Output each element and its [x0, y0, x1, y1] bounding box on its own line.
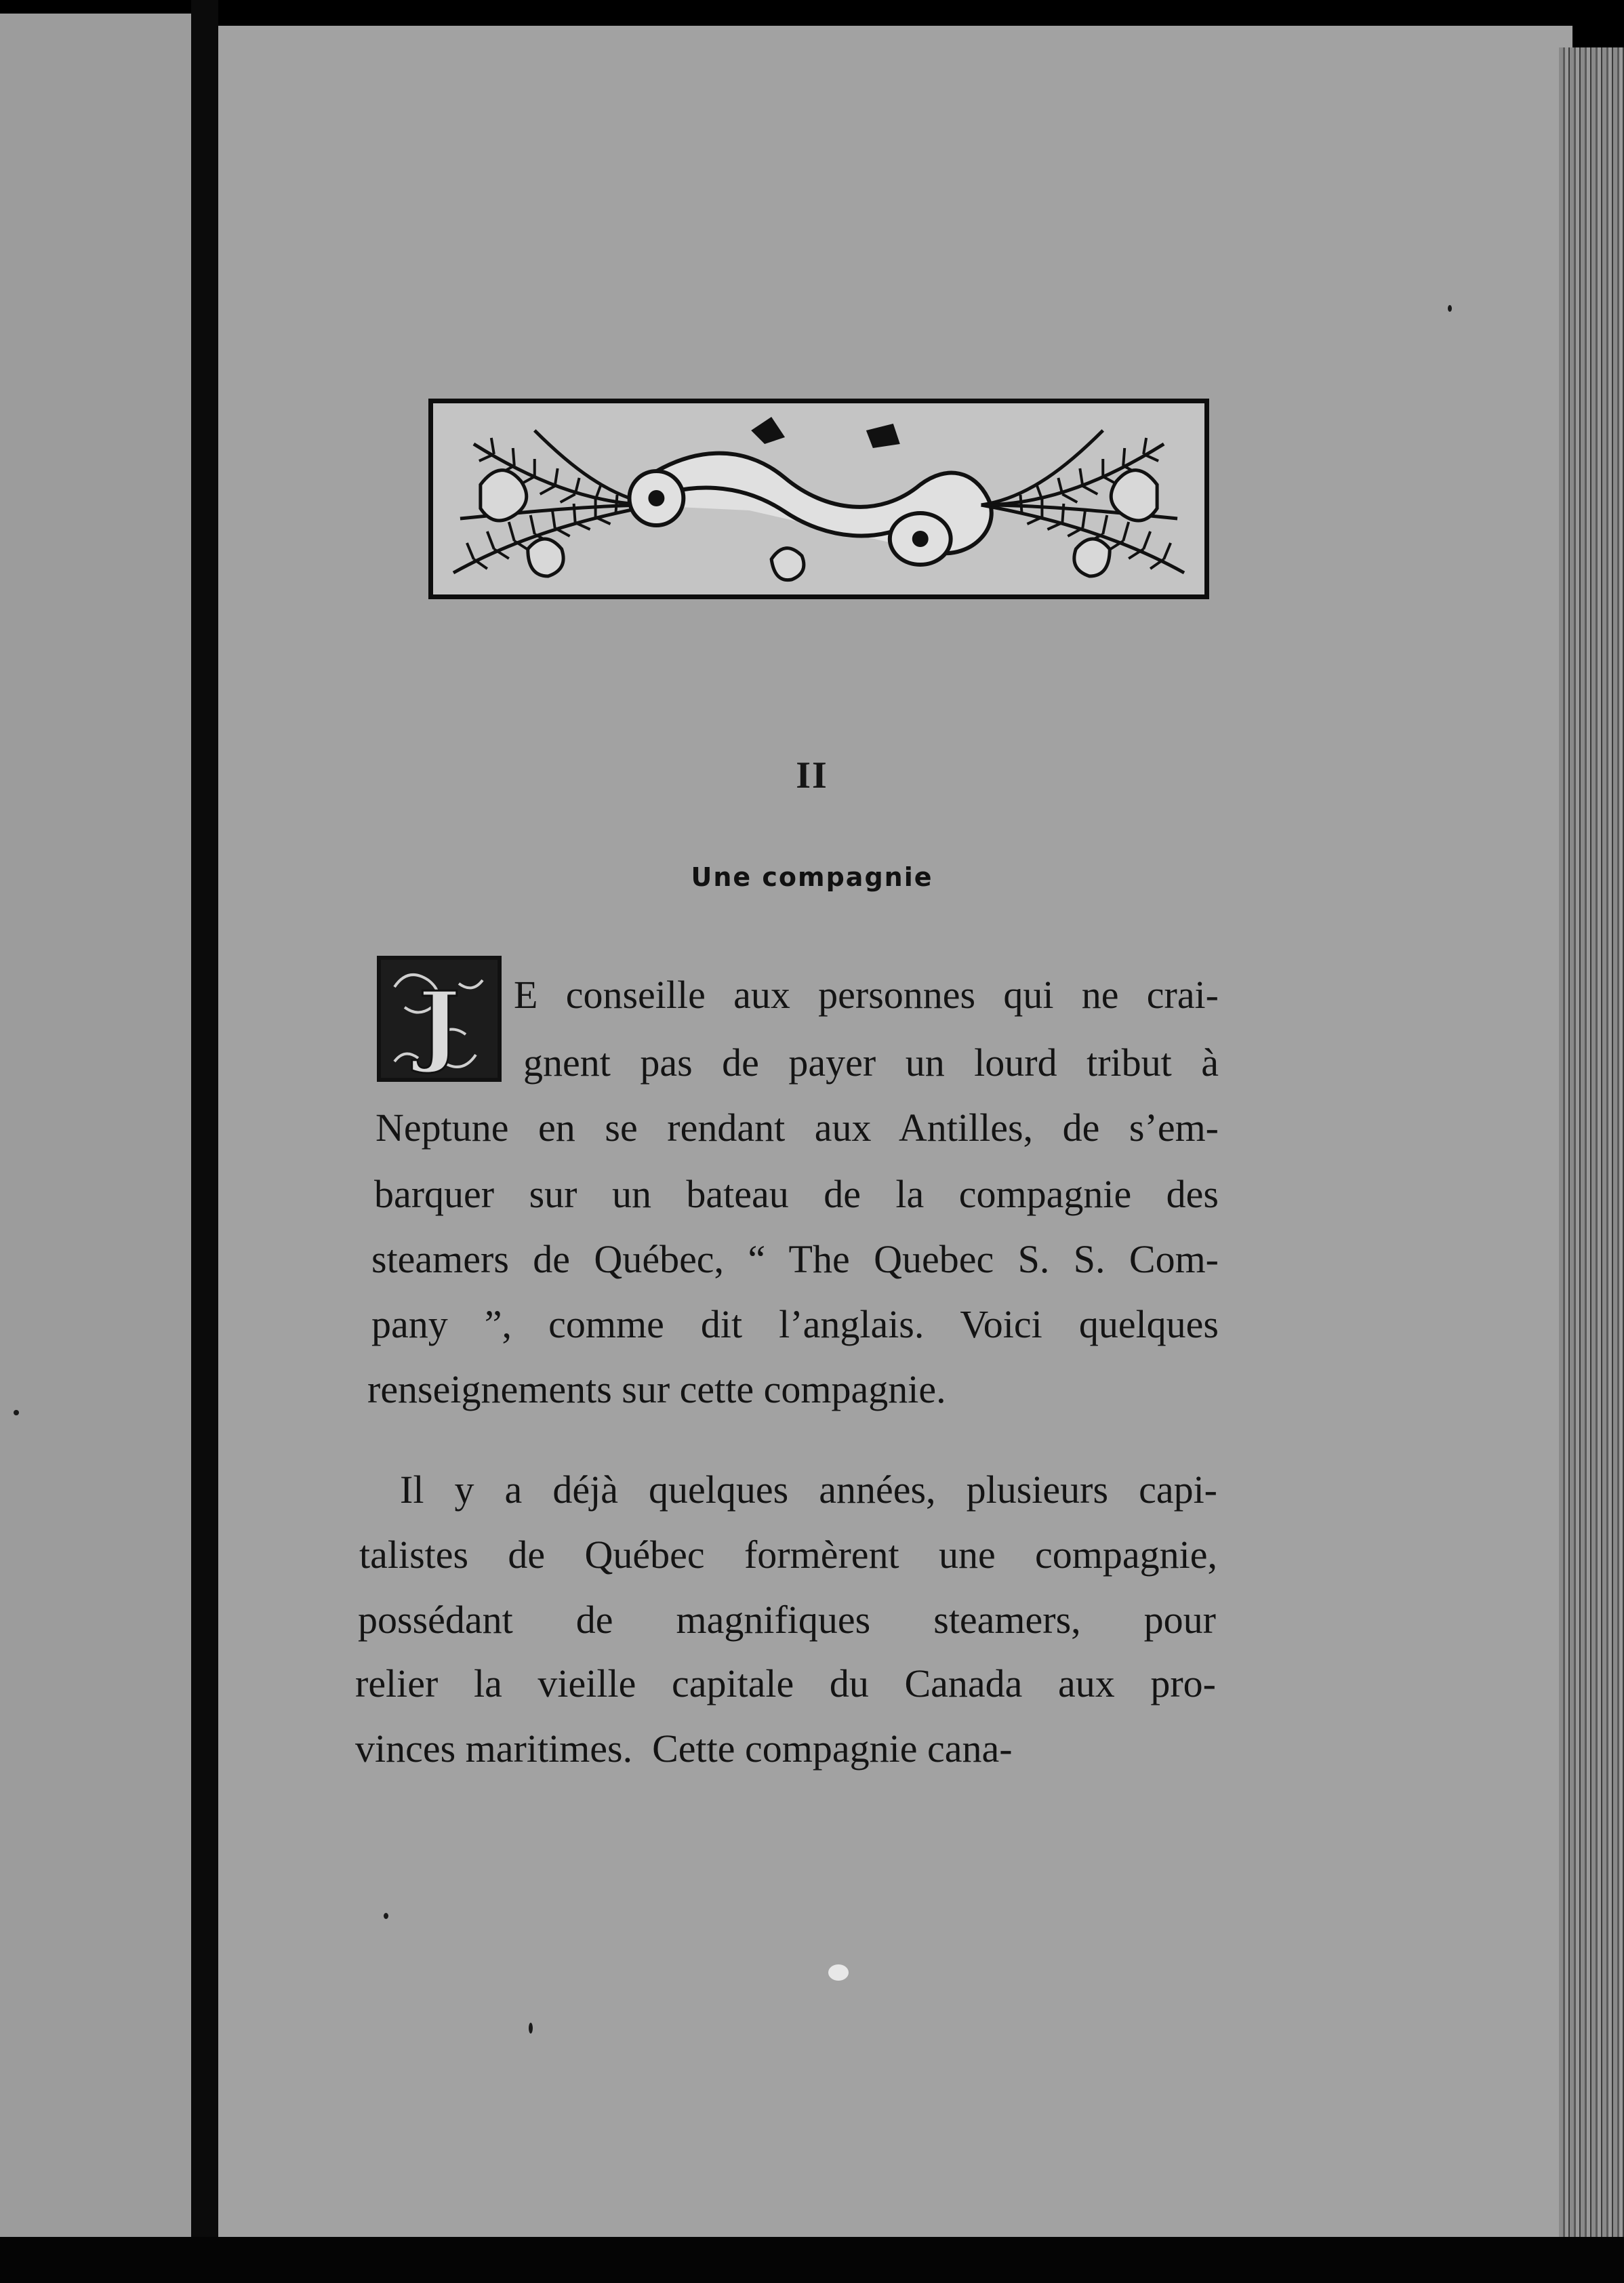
scan-border	[0, 2237, 1624, 2283]
paragraph-line: Il y a déjà quelques années, plusieurs capi-	[400, 1468, 1217, 1512]
paragraph-line: gnent pas de payer un lourd tribut à	[523, 1041, 1219, 1085]
paragraph-line: possédant de magnifiques steamers, pour	[358, 1598, 1216, 1642]
ornate-initial-icon	[377, 956, 502, 1082]
binding-gutter	[191, 0, 218, 2283]
scan-speck	[1448, 305, 1452, 312]
paragraph-line: steamers de Québec, “ The Quebec S. S. Com-	[371, 1237, 1219, 1281]
paragraph-line: talistes de Québec formèrent une compagnie,	[359, 1533, 1217, 1577]
paragraph-line: renseignements sur cette compagnie.	[367, 1367, 946, 1411]
scan-speck	[14, 1410, 19, 1415]
left-facing-page	[0, 14, 191, 2271]
paragraph-line: relier la vieille capitale du Canada aux pro-	[355, 1661, 1216, 1705]
scan-speck	[828, 1964, 849, 1981]
paragraph-line: E conseille aux personnes qui ne crai-	[514, 973, 1219, 1017]
chapter-number: II	[796, 754, 828, 796]
paragraph-line: Neptune en se rendant aux Antilles, de s’em-	[375, 1106, 1219, 1150]
page-edges	[1559, 47, 1624, 2237]
paragraph-line: vinces maritimes. Cette compagnie cana-	[355, 1726, 1013, 1771]
dropcap-letter: J	[418, 972, 460, 1076]
floral-ornament-icon	[428, 399, 1209, 599]
scan-speck	[529, 2023, 533, 2034]
paragraph-line: barquer sur un bateau de la compagnie des	[374, 1172, 1219, 1216]
chapter-title: Une compagnie	[691, 862, 933, 892]
paragraph-line: pany ”, comme dit l’anglais. Voici quelques	[371, 1302, 1219, 1346]
scan-speck	[384, 1913, 388, 1919]
